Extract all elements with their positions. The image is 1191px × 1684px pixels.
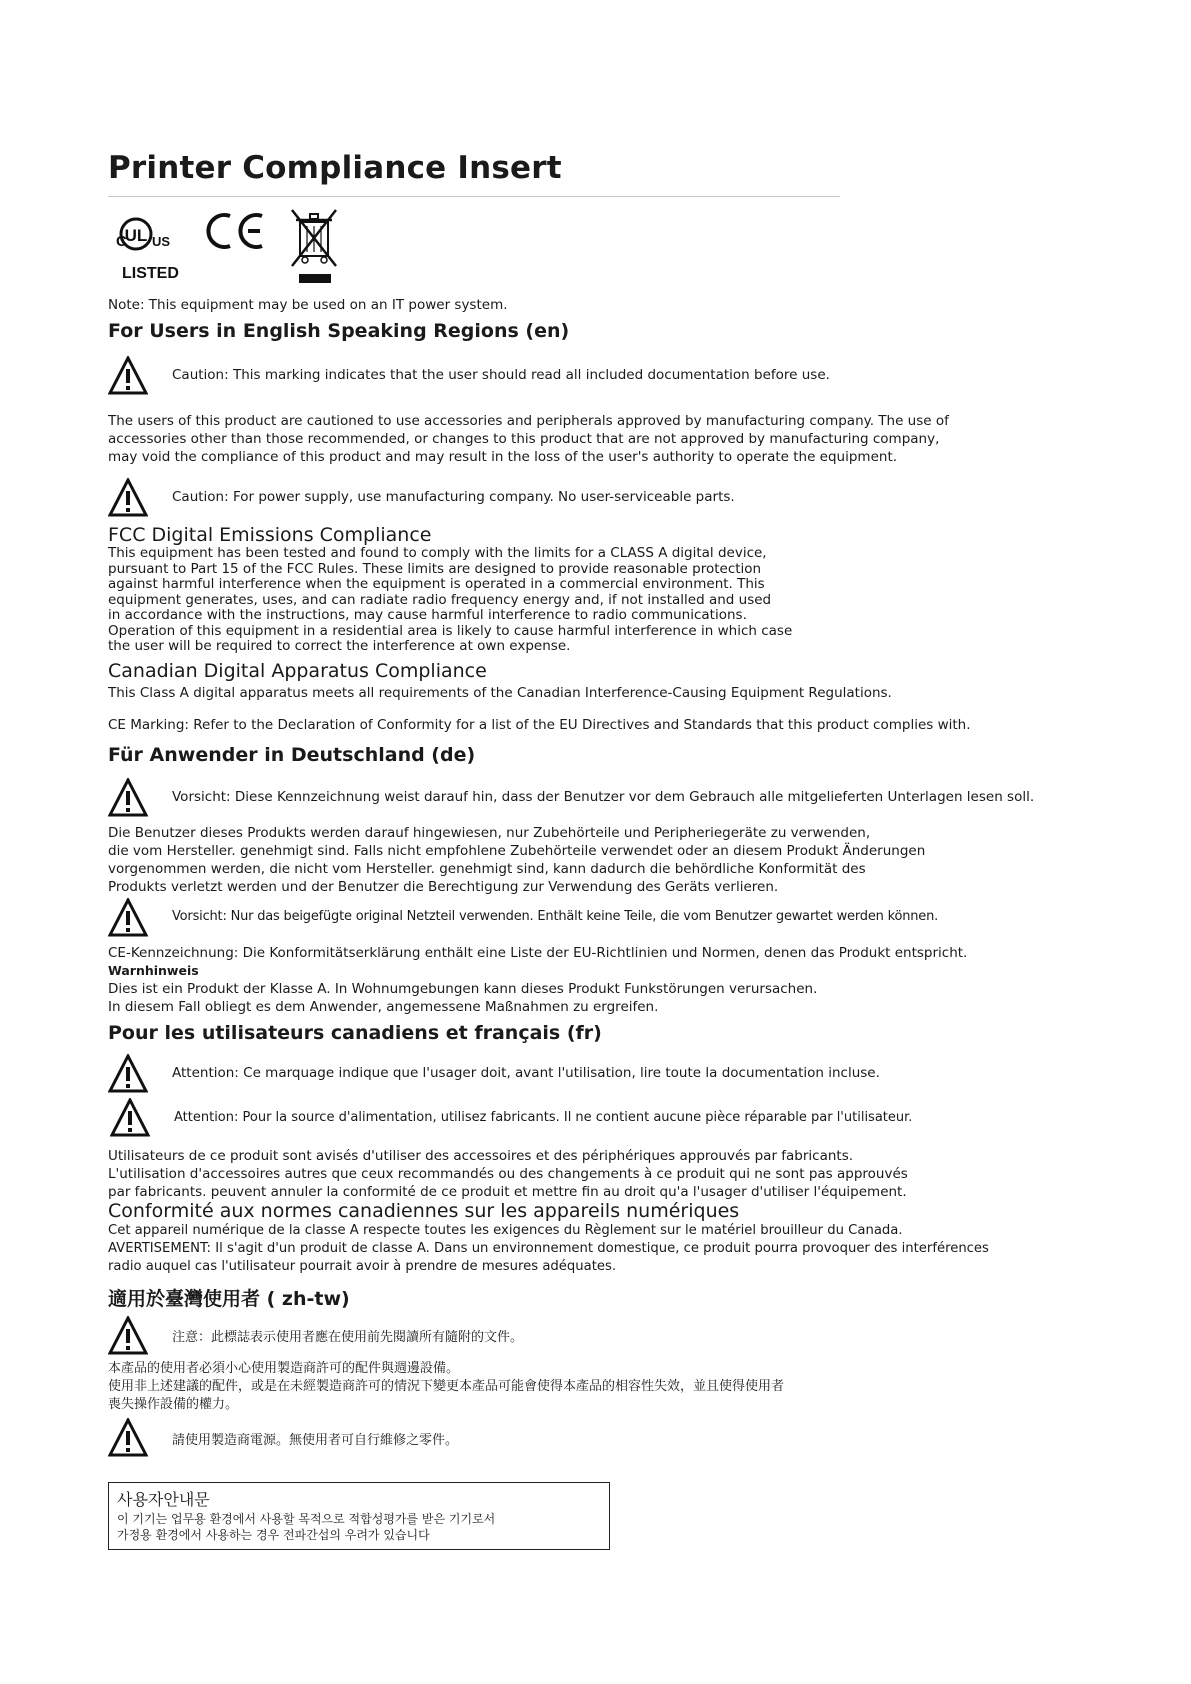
heading-fr: Pour les utilisateurs canadiens et français (fr) <box>108 1022 602 1044</box>
text-line: Operation of this equipment in a residential area is likely to cause harmful interference in which case <box>108 622 793 639</box>
warning-icon <box>110 1098 150 1138</box>
warning-icon <box>108 478 148 518</box>
warning-icon <box>108 1054 148 1094</box>
text-line: 使用非上述建議的配件，或是在未經製造商許可的情況下變更本產品可能會使得本產品的相容性失效，並且使得使用者 <box>108 1379 785 1394</box>
warnhinweis-heading: Warnhinweis <box>108 963 199 978</box>
warning-icon <box>108 356 148 396</box>
warning-icon <box>108 898 148 938</box>
ce-mark <box>208 215 262 247</box>
page-title: Printer Compliance Insert <box>108 150 562 186</box>
heading-en: For Users in English Speaking Regions (en) <box>108 320 570 342</box>
caution-de-2: Vorsicht: Nur das beigefügte original Netzteil verwenden. Enthält keine Teile, die vom Benutzer gewartet werden können. <box>172 909 939 924</box>
text-line: Cet appareil numérique de la classe A respecte toutes les exigences du Règlement sur le matériel brouilleur du Canada. <box>108 1223 903 1238</box>
text-line: par fabricants. peuvent annuler la conformité de ce produit et mettre fin au droit qu'a l'usager d'utiliser l'équipement. <box>108 1184 907 1200</box>
korean-notice-title: 사용자안내문 <box>117 1490 210 1509</box>
ul-listed-mark <box>116 219 179 282</box>
text-line: AVERTISEMENT: Il s'agit d'un produit de classe A. Dans un environnement domestique, ce produit pourra provoquer des interférences <box>108 1241 989 1256</box>
caution-fr-1: Attention: Ce marquage indique que l'usager doit, avant l'utilisation, lire toute la documentation incluse. <box>172 1065 880 1081</box>
text-line: may void the compliance of this product and may result in the loss of the user's authority to operate the equipment. <box>108 449 898 465</box>
text-line: against harmful interference when the equipment is operated in a commercial environment. This <box>108 576 765 592</box>
caution-en-1: Caution: This marking indicates that the user should read all included documentation before use. <box>172 367 830 383</box>
ul-listed-text: LISTED <box>122 265 179 282</box>
warning-icon <box>108 1418 148 1458</box>
text-line: accessories other than those recommended, or changes to this product that are not approved by manufacturing company, <box>108 431 940 447</box>
note-text: Note: This equipment may be used on an IT power system. <box>108 297 508 313</box>
ce-kennzeichnung-text: CE-Kennzeichnung: Die Konformitätserklärung enthält eine Liste der EU-Richtlinien und Normen, denen das Produkt entspricht. <box>108 945 968 961</box>
text-line: In diesem Fall obliegt es dem Anwender, angemessene Maßnahmen zu ergreifen. <box>108 999 659 1015</box>
paragraph-zh-accessories <box>108 1360 784 1414</box>
warnhinweis-text <box>108 980 817 1016</box>
korean-notice-box <box>108 1482 610 1550</box>
text-line: radio auquel cas l'utilisateur pourrait avoir à prendre de mesures adéquates. <box>108 1259 617 1274</box>
text-line: Produkts verletzt werden und der Benutzer die Berechtigung zur Verwendung des Geräts verlieren. <box>108 879 779 895</box>
text-line: equipment generates, uses, and can radiate radio frequency energy and, if not installed and used <box>108 591 772 608</box>
text-line: The users of this product are cautioned to use accessories and peripherals approved by manufacturing company. The use of <box>108 413 949 429</box>
weee-bin-icon <box>292 210 336 283</box>
text-line: the user will be required to correct the interference at own expense. <box>108 638 571 654</box>
paragraph-en-accessories <box>108 412 949 466</box>
ce-marking-text: CE Marking: Refer to the Declaration of Conformity for a list of the EU Directives and Standards that this product complies with. <box>108 717 971 733</box>
caution-zh-1: 注意：此標誌表示使用者應在使用前先閱讀所有隨附的文件。 <box>172 1330 524 1345</box>
ul-c-text: C <box>116 233 127 250</box>
ul-center-text: UL <box>124 226 148 245</box>
korean-notice-text: 이 기기는 업무용 환경에서 사용할 목적으로 적합성평가를 받은 기기로서 가정용 환경에서 사용하는 경우 전파간섭의 우려가 있습니다 <box>117 1512 496 1542</box>
warning-icon <box>108 1316 148 1356</box>
paragraph-de-accessories <box>108 824 925 896</box>
paragraph-fcc <box>108 546 792 655</box>
heading-de: Für Anwender in Deutschland (de) <box>108 744 476 766</box>
heading-fcc: FCC Digital Emissions Compliance <box>108 524 432 546</box>
text-line: Die Benutzer dieses Produkts werden darauf hingewiesen, nur Zubehörteile und Peripheriegeräte zu verwenden, <box>108 825 871 841</box>
text-line: L'utilisation d'accessoires autres que ceux recommandés ou des changements à ce produit qui ne sont pas approuvés <box>108 1166 908 1182</box>
text-line: vorgenommen werden, die nicht vom Hersteller. genehmigt sind, kann dadurch die behördliche Konformität des <box>108 861 866 877</box>
caution-zh-2: 請使用製造商電源。無使用者可自行維修之零件。 <box>172 1433 459 1448</box>
caution-de-1: Vorsicht: Diese Kennzeichnung weist darauf hin, dass der Benutzer vor dem Gebrauch alle mitgelieferten Unterlagen lesen soll. <box>172 789 1035 805</box>
canada-text: This Class A digital apparatus meets all requirements of the Canadian Interference-Causing Equipment Regulations. <box>108 685 892 701</box>
text-line: This equipment has been tested and found to comply with the limits for a CLASS A digital device, <box>108 545 767 561</box>
text-line: Utilisateurs de ce produit sont avisés d'utiliser des accessoires et des périphériques approuvés par fabricants. <box>108 1148 854 1164</box>
text-line: 喪失操作設備的權力。 <box>108 1397 239 1412</box>
paragraph-fr-conformite <box>108 1222 989 1276</box>
heading-zh-tw: 適用於臺灣使用者 ( zh-tw) <box>108 1288 350 1310</box>
ul-us-text: US <box>152 234 171 249</box>
heading-canada: Canadian Digital Apparatus Compliance <box>108 660 487 682</box>
caution-fr-2: Attention: Pour la source d'alimentation, utilisez fabricants. Il ne contient aucune pièce réparable par l'utilisateur. <box>174 1110 913 1125</box>
text-line: Dies ist ein Produkt der Klasse A. In Wohnumgebungen kann dieses Produkt Funkstörungen verursachen. <box>108 981 818 997</box>
text-line: in accordance with the instructions, may cause harmful interference to radio communications. <box>108 607 747 623</box>
text-line: die vom Hersteller. genehmigt sind. Falls nicht empfohlene Zubehörteile verwendet oder an diesem Produkt Änderungen <box>108 843 926 859</box>
title-divider <box>108 196 840 197</box>
certification-marks <box>108 200 368 290</box>
text-line: pursuant to Part 15 of the FCC Rules. These limits are designed to provide reasonable protection <box>108 560 762 577</box>
heading-fr-conformite: Conformité aux normes canadiennes sur les appareils numériques <box>108 1200 740 1222</box>
caution-en-2: Caution: For power supply, use manufacturing company. No user-serviceable parts. <box>172 489 735 505</box>
paragraph-fr-accessories <box>108 1147 908 1201</box>
warning-icon <box>108 778 148 818</box>
text-line: 本產品的使用者必須小心使用製造商許可的配件與週邊設備。 <box>108 1361 460 1376</box>
